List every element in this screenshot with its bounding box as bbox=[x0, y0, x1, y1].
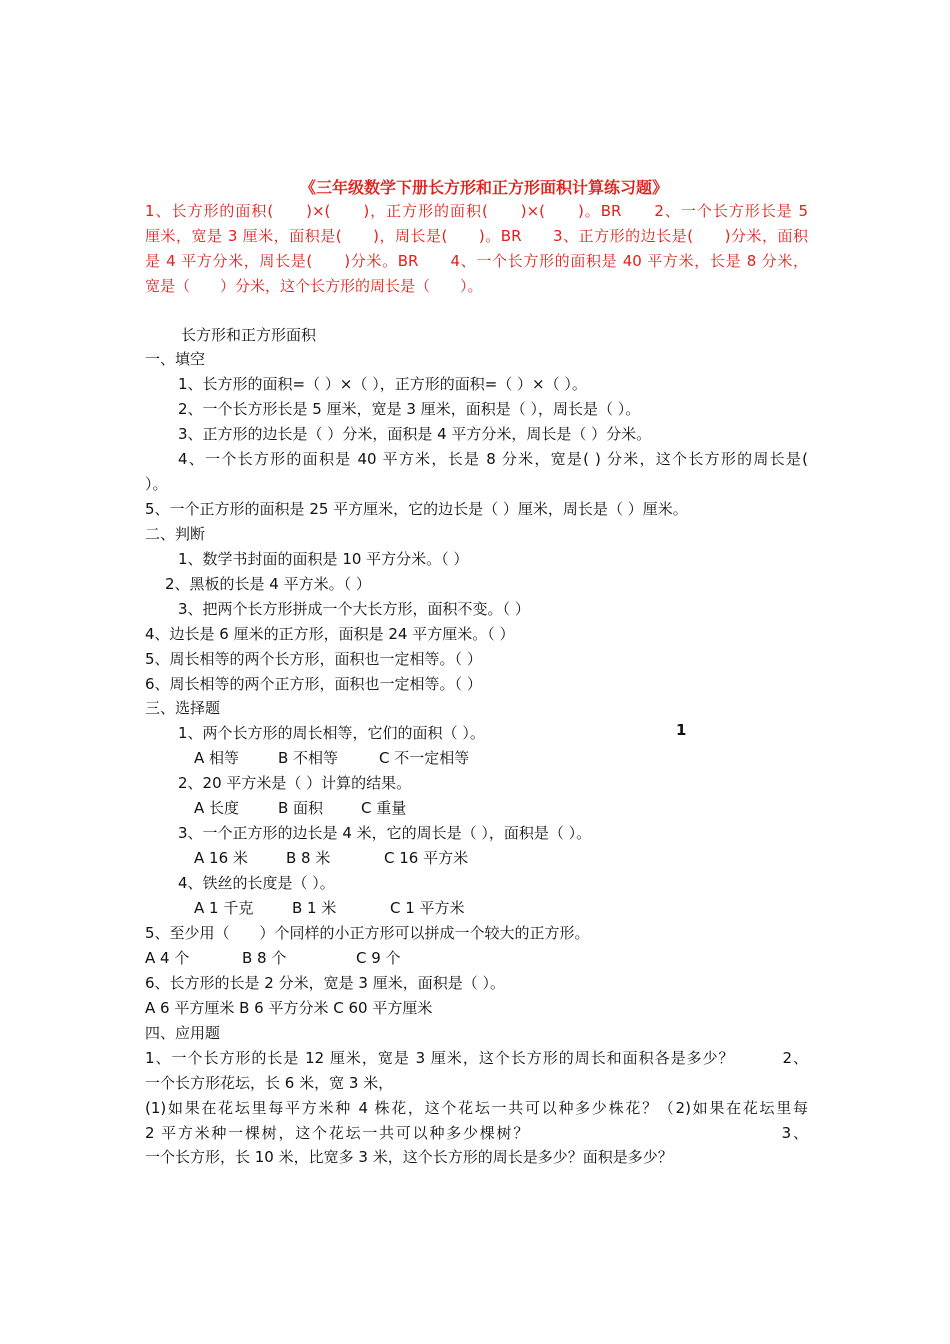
red-line-4: 宽是（ ）分米，这个长方形的周长是（ ）。 bbox=[145, 277, 483, 295]
choice-3-option-a: A 16 米 bbox=[194, 849, 248, 867]
choice-1-option-b: B 不相等 bbox=[278, 749, 339, 767]
fill-question-4: 4、一个长方形的面积是 40 平方米，长是 8 分米，宽是( ) 分米，这个长方形的周长是( bbox=[178, 450, 808, 468]
choice-2-option-b: B 面积 bbox=[278, 799, 324, 817]
choice-question-3: 3、一个正方形的边长是 4 米，它的周长是（ ），面积是（ ）。 bbox=[178, 824, 592, 842]
choice-section-title: 三、选择题 bbox=[145, 699, 221, 717]
choice-5-option-a: A 4 个 bbox=[145, 949, 190, 967]
choice-question-4: 4、铁丝的长度是（ ）。 bbox=[178, 874, 335, 892]
choice-question-1: 1、两个长方形的周长相等，它们的面积（ ）。 bbox=[178, 724, 485, 742]
choice-4-option-c: C 1 平方米 bbox=[390, 899, 465, 917]
choice-question-5: 5、至少用（ ）个同样的小正方形可以拼成一个较大的正方形。 bbox=[145, 924, 590, 942]
judge-question-4: 4、边长是 6 厘米的正方形，面积是 24 平方厘米。（ ） bbox=[145, 625, 515, 643]
apply-line-5: 一个长方形，长 10 米，比宽多 3 米，这个长方形的周长是多少？面积是多少？ bbox=[145, 1148, 673, 1166]
red-line-2: 厘米，宽是 3 厘米，面积是( )，周长是( )。BR 3、正方形的边长是( )分米，面积 bbox=[145, 227, 808, 245]
apply-section-title: 四、应用题 bbox=[145, 1024, 221, 1042]
choice-question-6: 6、长方形的长是 2 分米，宽是 3 厘米，面积是（ ）。 bbox=[145, 974, 505, 992]
choice-4-option-a: A 1 千克 bbox=[194, 899, 254, 917]
judge-question-5: 5、周长相等的两个长方形，面积也一定相等。（ ） bbox=[145, 650, 482, 668]
judge-section-title: 二、判断 bbox=[145, 525, 206, 543]
fill-question-4-continued: ）。 bbox=[145, 475, 168, 493]
choice-2-option-a: A 长度 bbox=[194, 799, 240, 817]
choice-5-option-b: B 8 个 bbox=[242, 949, 287, 967]
fill-question-3: 3、正方形的边长是（ ）分米，面积是 4 平方分米，周长是（ ）分米。 bbox=[178, 425, 652, 443]
choice-3-option-c: C 16 平方米 bbox=[384, 849, 469, 867]
choice-1-option-c: C 不一定相等 bbox=[379, 749, 470, 767]
red-line-3: 是 4 平方分米，周长是( )分米。BR 4、一个长方形的面积是 40 平方米，长是 8 分米， bbox=[145, 252, 808, 270]
choice-3-option-b: B 8 米 bbox=[286, 849, 331, 867]
red-intro-paragraph bbox=[145, 199, 808, 299]
apply-line-1: 1、一个长方形的长是 12 厘米，宽是 3 厘米，这个长方形的周长和面积各是多少？ 2、 bbox=[145, 1049, 808, 1067]
apply-line-4: 2 平方米种一棵树，这个花坛一共可以种多少棵树？ 3、 bbox=[145, 1124, 808, 1142]
fill-question-5: 5、一个正方形的面积是 25 平方厘米，它的边长是（ ）厘米，周长是（ ）厘米。 bbox=[145, 500, 688, 518]
red-line-1: 1、长方形的面积( )×( )，正方形的面积( )×( )。BR 2、一个长方形长是 5 bbox=[145, 202, 808, 220]
choice-6-options: A 6 平方厘米 B 6 平方分米 C 60 平方厘米 bbox=[145, 999, 433, 1017]
judge-question-1: 1、数学书封面的面积是 10 平方分米。（ ） bbox=[178, 550, 469, 568]
fill-question-1: 1、长方形的面积=（ ）×（ ），正方形的面积=（ ）×（ ）。 bbox=[178, 375, 587, 393]
fill-section-title: 一、填空 bbox=[145, 350, 206, 368]
judge-question-2: 2、黑板的长是 4 平方米。（ ） bbox=[165, 575, 371, 593]
choice-4-option-b: B 1 米 bbox=[292, 899, 337, 917]
section-heading: 长方形和正方形面积 bbox=[181, 326, 317, 344]
judge-question-6: 6、周长相等的两个正方形，面积也一定相等。（ ） bbox=[145, 675, 482, 693]
fill-question-2: 2、一个长方形长是 5 厘米，宽是 3 厘米，面积是（ ），周长是（ ）。 bbox=[178, 400, 641, 418]
apply-line-2: 一个长方形花坛，长 6 米，宽 3 米， bbox=[145, 1074, 394, 1092]
document-title: 《三年级数学下册长方形和正方形面积计算练习题》 bbox=[300, 178, 669, 197]
apply-line-3: (1)如果在花坛里每平方米种 4 株花，这个花坛一共可以种多少株花？（2)如果在花坛里每 bbox=[145, 1099, 808, 1117]
choice-2-option-c: C 重量 bbox=[361, 799, 407, 817]
page-number: 1 bbox=[676, 721, 687, 739]
judge-question-3: 3、把两个长方形拼成一个大长方形，面积不变。（ ） bbox=[178, 600, 530, 618]
choice-5-option-c: C 9 个 bbox=[356, 949, 401, 967]
choice-1-option-a: A 相等 bbox=[194, 749, 240, 767]
choice-question-2: 2、20 平方米是（ ）计算的结果。 bbox=[178, 774, 412, 792]
